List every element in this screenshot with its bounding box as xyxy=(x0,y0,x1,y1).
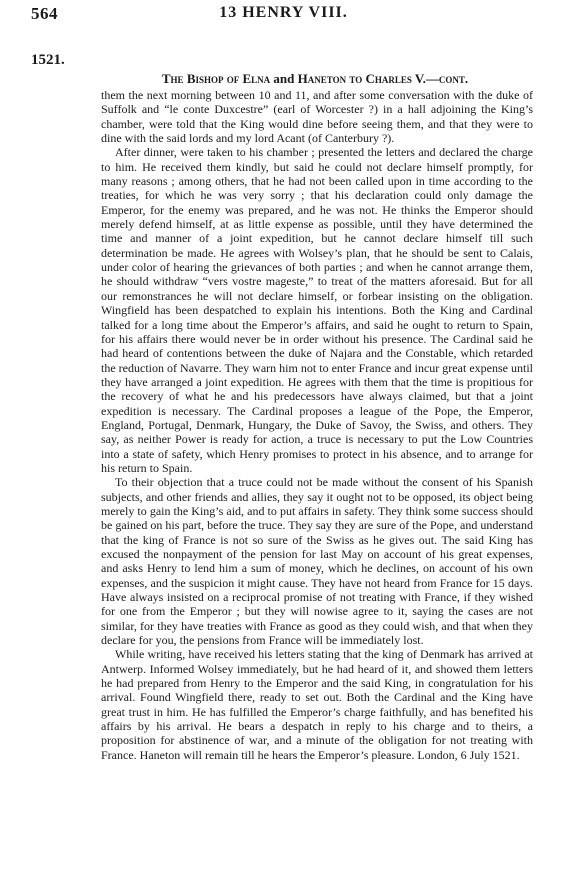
faint-library-watermark xyxy=(35,554,51,560)
running-title: 13 HENRY VIII. xyxy=(219,4,348,21)
margin-year: 1521. xyxy=(31,52,65,68)
paragraph-4: While writing, have received his letters stating that the king of Denmark has arrived at Antwerp. Informed Wolsey immediately, but he had heard of it, and showed them letters he had prepared from Henry to the Emperor and the said King, in congratulation for his arrival. Found Wingfield there, ready to set out. Both the Cardinal and the King have great trust in him. He has fulfilled the Emperor’s charge faithfully, and has benefited his affairs by his arrival. He bears a despatch in reply to his charge and to theirs, a proposition for abstinence of war, and a minute of the obligation for not treating with France. Haneton will remain till he hears the Emperor’s pleasure. London, 6 July 1521. xyxy=(101,647,533,762)
heading-name-1: The Bishop of Elna xyxy=(161,71,271,86)
heading-name-2: Haneton xyxy=(297,71,347,86)
heading-joiner: and xyxy=(270,71,298,86)
document-heading xyxy=(100,71,530,87)
paragraph-2: After dinner, were taken to his chamber ; presented the letters and declared the charge to him. He received them kindly, but said he could not declare himself promptly, for many reasons ; among others, that he had not been called upon in time according to the treaties, for which he was very sorry ; that his declaration could only damage the Emperor, for the enemy was prepared, and he was not. He thinks the Emperor should merely defend himself, at as little expense as possible, until they have determined the time and manner of a joint expedition, but he cannot declare himself till such determination be made. He agrees with Wolsey’s plan, that he should be sent to Calais, under color of hearing the grievances of both parties ; and when he cannot arrange them, he should withdraw “vers vostre mageste,” to treat of the matters aforesaid. But for all our remonstrances he will not declare himself, or forbear insisting on the obligation. Wingfield has been despatched to explain his intentions. Both the King and Cardinal talked for a long time about the Emperor’s affairs, and said he ought to return to Spain, for his affairs there would never be in order without his presence. The Cardinal said he had heard of contentions between the duke of Najara and the Constable, which retarded the reduction of Navarre. They warn him not to enter France and incur great expense until they have arranged a joint expedition. He agrees with them that the time is propitious for the recovery of what he and his predecessors have always claimed, but that a joint expedition is necessary. The Cardinal proposes a league of the Pope, the Emperor, England, Portugal, Denmark, Hungary, the Duke of Savoy, the Swiss, and others. They say, as neither Power is ready for action, a truce is necessary to put the Low Countries into a state of safety, which Henry promises to protect in his absence, and to arrange for his return to Spain. xyxy=(101,145,533,475)
body-text xyxy=(101,88,533,762)
page-number: 564 xyxy=(31,4,58,23)
paragraph-1: them the next morning between 10 and 11, and after some conversation with the duke of Suffolk and “le conte Duxcestre” (earl of Worcester ?) in a hall adjoining the King’s chamber, were told that the King would dine before seeing them, and that they were to dine with the said lords and my lord Acant (of Canterbury ?). xyxy=(101,88,533,146)
heading-tail: to Charles V.—cont. xyxy=(346,71,469,86)
paragraph-3: To their objection that a truce could not be made without the consent of his Spanish subjects, and other friends and allies, they say it ought not to be opposed, its object being merely to gain the King’s aid, and to put affairs in safety. They think some success should be gained on his part, before the truce. They say they are sure of the Pope, and understand that the king of France is not so sure of the Swiss as he gives out. The said King has excused the nonpayment of the pension for last May on account of his great expenses, and asks Henry to lend him a sum of money, which he declines, on account of his own expenses, and the suspicion it might cause. They have not heard from France for 15 days. Have always insisted on a reciprocal promise of not treating with France, if they wished for one from the Emperor ; but they will nowise agree to it, saying the cases are not similar, for they have treaties with France as good as they could wish, and that when they declare for you, the pensions from France will be immediately lost. xyxy=(101,475,533,648)
